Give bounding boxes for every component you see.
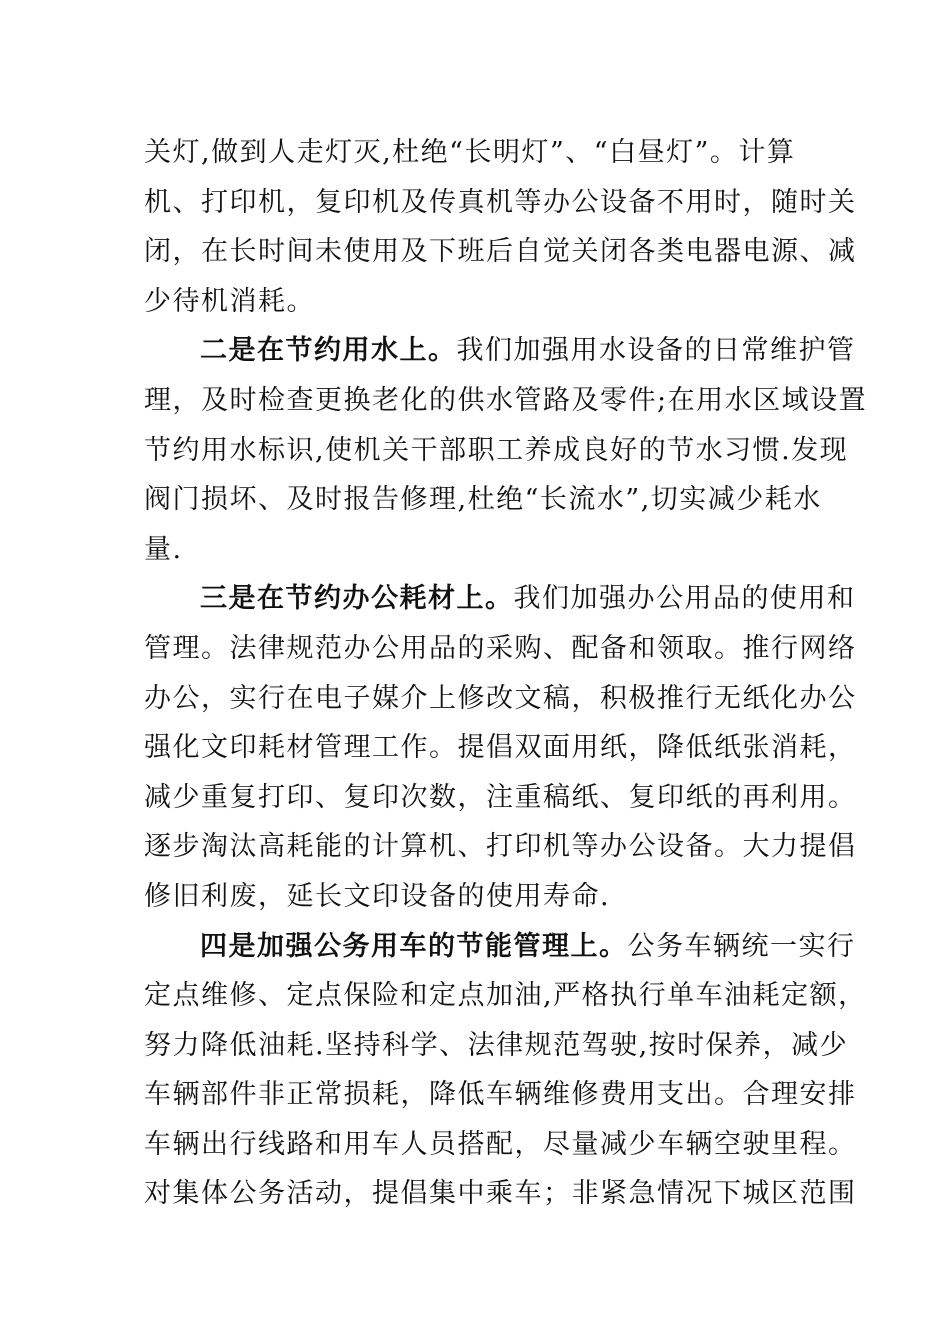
text-line: 减少重复打印、复印次数，注重稿纸、复印纸的再利用。: [144, 781, 857, 813]
text-line: 关灯,做到人走灯灭,杜绝“长明灯”、“白昼灯”。计算: [144, 137, 796, 168]
text-line: 量.: [144, 533, 183, 565]
text-line: 对集体公务活动，提倡集中乘车；非紧急情况下城区范围: [144, 1178, 857, 1210]
text-segment: 我们加强办公用品的使用和: [513, 583, 856, 615]
text-segment: 公务车辆统一实行: [627, 930, 856, 962]
text-line: 逐步淘汰高耗能的计算机、打印机等办公设备。大力提倡: [144, 831, 857, 863]
paragraph-heading: 二是在节约用水上。: [200, 335, 457, 367]
text-segment: 我们加强用水设备的日常维护管: [456, 335, 856, 367]
text-line: 少待机消耗。: [144, 285, 315, 317]
text-line: 努力降低油耗.坚持科学、法律规范驾驶,按时保养，减少: [144, 1029, 849, 1061]
text-line: 阀门损坏、及时报告修理,杜绝“长流水”,切实减少耗水: [144, 484, 822, 516]
paragraph-first-line: [144, 922, 856, 972]
text-line: 修旧利废，延长文印设备的使用寿命.: [144, 880, 611, 912]
text-line: 定点维修、定点保险和定点加油,严格执行单车油耗定额，: [144, 980, 867, 1012]
paragraph-office-supplies: [144, 574, 857, 921]
paragraph-heading: 四是加强公务用车的节能管理上。: [200, 930, 628, 962]
text-line: 车辆出行线路和用车人员搭配，尽量减少车辆空驶里程。: [144, 1128, 857, 1160]
text-line: 管理。法律规范办公用品的采购、配备和领取。推行网络: [144, 632, 857, 664]
text-line: 车辆部件非正常损耗，降低车辆维修费用支出。合理安排: [144, 1079, 857, 1111]
text-line: 机、打印机，复印机及传真机等办公设备不用时，随时关: [144, 186, 857, 218]
text-line: 办公，实行在电子媒介上修改文稿，积极推行无纸化办公: [144, 682, 857, 714]
document-body: [144, 128, 868, 1219]
paragraph-heading: 三是在节约办公耗材上。: [200, 583, 514, 615]
paragraph-first-line: [144, 326, 856, 376]
paragraph-vehicles: [144, 922, 867, 1220]
paragraph-first-line: [144, 574, 856, 624]
paragraph-lights: [144, 128, 857, 326]
paragraph-water: [144, 326, 868, 574]
text-line: 闭，在长时间未使用及下班后自觉关闭各类电器电源、减: [144, 236, 857, 268]
text-line: 节约用水标识,使机关干部职工养成良好的节水习惯.发现: [144, 434, 849, 466]
text-line: 强化文印耗材管理工作。提倡双面用纸，降低纸张消耗，: [144, 732, 857, 764]
text-line: 理，及时检查更换老化的供水管路及零件;在用水区域设置: [144, 384, 868, 416]
